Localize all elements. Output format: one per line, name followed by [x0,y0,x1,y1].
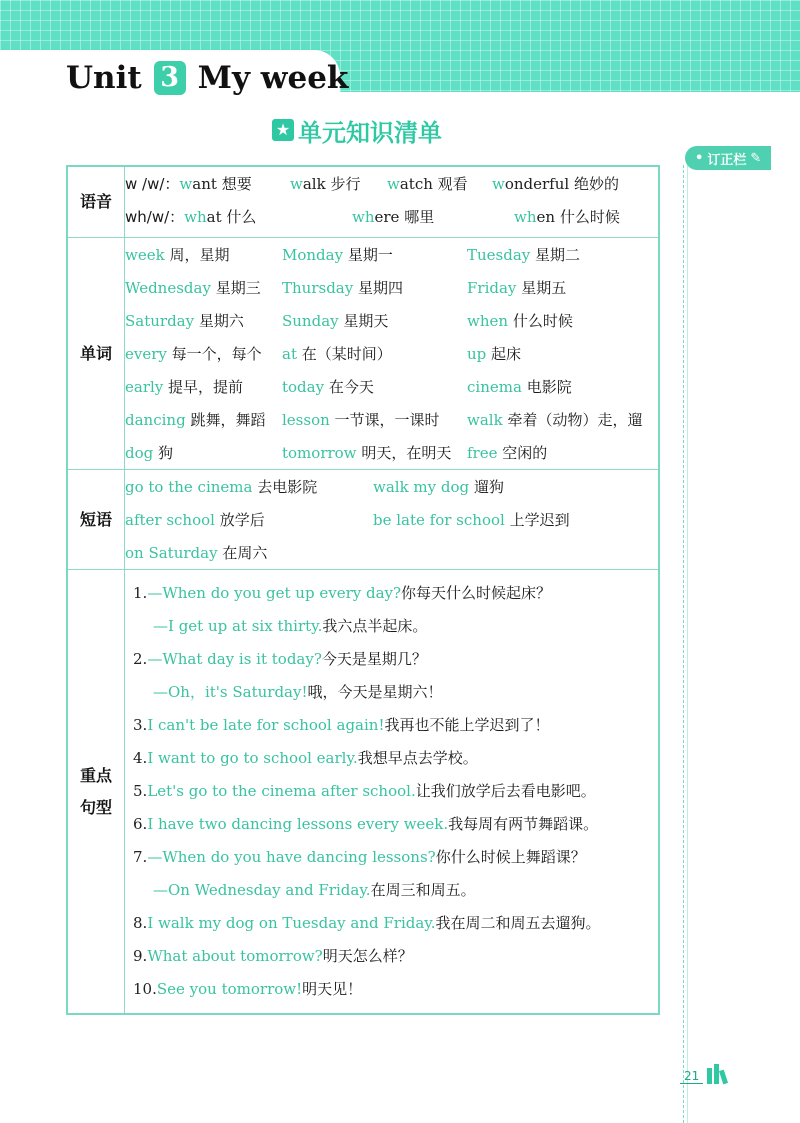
sentence-chinese: 明天见！ [302,980,363,998]
phrase-item [125,476,373,497]
vocab-english: when [467,312,509,330]
category-phonics: 语音 [67,166,125,238]
phrase-chinese: 遛狗 [473,478,504,496]
phrase-chinese: 上学迟到 [509,511,570,529]
vocab-chinese: 在今天 [328,378,374,396]
vocab-chinese: 星期二 [535,246,581,264]
sentence-chinese: 今天是星期几？ [321,650,427,668]
sentence-chinese: 我想早点去学校。 [357,749,478,767]
vocab-item [125,343,282,364]
vocab-chinese: 星期三 [215,279,261,297]
vocab-chinese: 星期六 [198,312,244,330]
vocab-chinese: 星期四 [358,279,404,297]
correction-divider-inner [687,165,688,1123]
vocab-english: tomorrow [282,444,357,462]
sentence-chinese: 你每天什么时候起床？ [401,584,552,602]
phrase-line [125,470,658,503]
correction-divider [683,165,685,1123]
phrase-item [373,509,570,530]
vocab-english: Monday [282,246,344,264]
phrase-chinese: 在周六 [222,544,268,562]
sentence-line [125,807,658,840]
vocab-item [282,442,467,463]
correction-label [685,146,771,170]
sentence-english: I walk my dog on Tuesday and Friday. [147,913,436,932]
phonics-item: wonderful 绝妙的 [492,175,619,193]
vocab-item [125,244,282,265]
vocab-item [467,310,573,331]
vocab-english: lesson [282,411,330,429]
vocab-chinese: 星期一 [347,246,393,264]
vocab-chinese: 星期五 [521,279,567,297]
bullet-icon: • [695,150,704,166]
vocab-english: dancing [125,411,186,429]
vocab-chinese: 明天，在明天 [361,444,452,462]
vocab-chinese: 提早，提前 [168,378,244,396]
vocab-english: walk [467,411,503,429]
phrase-item [125,542,373,563]
vocab-item [282,244,467,265]
vocab-item [467,376,572,397]
sentence-line [125,642,658,675]
sentence-english: —When do you have dancing lessons? [147,847,436,866]
phonics-item: walk 步行 [290,175,361,193]
books-icon [707,1064,726,1084]
vocab-english: Sunday [282,312,339,330]
page-number [680,1064,726,1084]
sentence-line [125,873,658,906]
sentence-chinese: 我再也不能上学迟到了！ [384,716,550,734]
vocab-chinese: 一节课，一课时 [334,411,440,429]
vocab-chinese: 起床 [491,345,522,363]
sentence-line [125,939,658,972]
vocab-english: free [467,444,498,462]
sentence-english: What about tomorrow? [147,946,323,965]
vocab-item [467,442,547,463]
star-icon: ★ [272,119,294,141]
vocab-english: every [125,345,167,363]
category-sentences-line1: 重点 [79,765,112,785]
phrase-english: be late for school [373,511,505,529]
vocab-line [125,238,658,271]
vocab-english: Saturday [125,312,195,330]
phonics-content [125,166,660,238]
category-sentences-line2: 句型 [79,797,112,817]
vocab-item [125,310,282,331]
phonics-item: when 什么时候 [514,208,620,226]
unit-number-badge: 3 [154,61,186,95]
vocab-chinese: 狗 [158,444,174,462]
phrases-row [67,470,659,570]
vocab-english: up [467,345,487,363]
sentence-english: —When do you get up every day? [147,583,402,602]
sentence-number: 2. [133,649,148,668]
page-number-text: 21 [680,1069,703,1084]
vocab-english: Tuesday [467,246,531,264]
sentence-line [125,906,658,939]
vocabulary-row [67,238,659,470]
vocab-item [282,277,467,298]
phonics-row [67,166,659,238]
vocab-english: week [125,246,165,264]
sentence-number: 4. [133,748,148,767]
correction-column [683,143,800,1123]
vocab-chinese: 星期天 [343,312,389,330]
sentence-number: 3. [133,715,148,734]
knowledge-table [66,165,660,1015]
sentence-number: 5. [133,781,148,800]
vocab-item [282,409,467,430]
vocab-line [125,337,658,370]
vocab-item [125,442,282,463]
phrase-item [125,509,373,530]
sentence-number: 10. [133,979,157,998]
vocab-item [467,277,566,298]
phrase-english: go to the cinema [125,478,253,496]
sentence-number: 6. [133,814,148,833]
sentence-english: See you tomorrow! [156,979,303,998]
phrase-english: walk my dog [373,478,470,496]
sentence-chinese: 我每周有两节舞蹈课。 [448,815,599,833]
vocab-line [125,304,658,337]
sentence-chinese: 我在周二和周五去遛狗。 [435,914,601,932]
unit-word: Unit [66,60,142,96]
phrase-chinese: 去电影院 [257,478,318,496]
section-title [272,113,442,147]
sentence-line [125,741,658,774]
sentence-english: I have two dancing lessons every week. [147,814,449,833]
vocab-chinese: 空闲的 [502,444,548,462]
sentence-english: Let's go to the cinema after school. [147,781,416,800]
sentence-line [125,840,658,873]
vocab-chinese: 什么时候 [512,312,573,330]
vocab-english: today [282,378,325,396]
sentence-chinese: 哦，今天是星期六！ [307,683,443,701]
vocab-item [282,343,467,364]
sentence-chinese: 明天怎么样？ [322,947,413,965]
sentence-english: —What day is it today? [147,649,322,668]
vocab-line [125,436,658,469]
sentence-number: 9. [133,946,148,965]
vocab-line [125,370,658,403]
sentence-chinese: 你什么时候上舞蹈课？ [435,848,586,866]
sentences-content [125,570,660,1015]
vocab-english: at [282,345,297,363]
phonics-line-wh [125,200,658,233]
vocab-item [282,376,467,397]
vocab-english: dog [125,444,154,462]
phrase-english: after school [125,511,215,529]
phrase-english: on Saturday [125,544,218,562]
vocab-chinese: 在（某时间） [301,345,392,363]
phrase-item [373,476,504,497]
sentence-english: I can't be late for school again! [147,715,385,734]
sentence-number: 8. [133,913,148,932]
vocab-item [125,277,282,298]
sentence-number: 1. [133,583,148,602]
vocab-chinese: 每一个，每个 [171,345,262,363]
vocab-item [125,376,282,397]
vocab-chinese: 跳舞，舞蹈 [190,411,266,429]
phonics-line-w [125,167,658,200]
vocab-item [467,343,521,364]
phonics-item: wh/w/：what 什么 [125,208,257,226]
vocabulary-content [125,238,660,470]
phonics-item: where 哪里 [352,208,435,226]
sentence-line [125,774,658,807]
sentence-english: —Oh，it's Saturday! [153,683,308,701]
vocab-chinese: 电影院 [526,378,572,396]
sentence-english: —I get up at six thirty. [153,616,323,635]
pencil-icon: ✎ [750,150,762,166]
vocab-item [467,244,580,265]
phrase-chinese: 放学后 [219,511,265,529]
category-vocabulary: 单词 [67,238,125,470]
sentence-chinese: 我六点半起床。 [322,617,428,635]
vocab-item [282,310,467,331]
sentence-line [125,609,658,642]
sentence-line [125,675,658,708]
correction-label-text: 订正栏 [707,152,747,168]
sentence-english: —On Wednesday and Friday. [153,880,371,899]
vocab-english: early [125,378,164,396]
unit-name: My week [197,60,349,96]
vocab-item [467,409,642,430]
vocab-english: Friday [467,279,517,297]
sentence-line [125,708,658,741]
sentence-english: I want to go to school early. [147,748,358,767]
sentence-line [125,576,658,609]
sentence-number: 7. [133,847,148,866]
vocab-english: Thursday [282,279,354,297]
sentences-row [67,570,659,1015]
phonics-item: w /w/：want 想要 [125,175,252,193]
vocab-english: Wednesday [125,279,211,297]
vocab-chinese: 牵着（动物）走，遛 [507,411,643,429]
sentence-line [125,972,658,1005]
sentence-chinese: 在周三和周五。 [370,881,476,899]
sentence-chinese: 让我们放学后去看电影吧。 [415,782,596,800]
category-sentences [67,570,125,1015]
unit-title [66,56,348,100]
vocab-line [125,403,658,436]
vocab-english: cinema [467,378,522,396]
phrase-line [125,503,658,536]
phrases-content [125,470,660,570]
phrase-line [125,536,658,569]
phonics-item: watch 观看 [387,175,468,193]
section-title-text: 单元知识清单 [298,118,442,147]
vocab-line [125,271,658,304]
vocab-item [125,409,282,430]
vocab-chinese: 周，星期 [169,246,230,264]
category-phrases: 短语 [67,470,125,570]
